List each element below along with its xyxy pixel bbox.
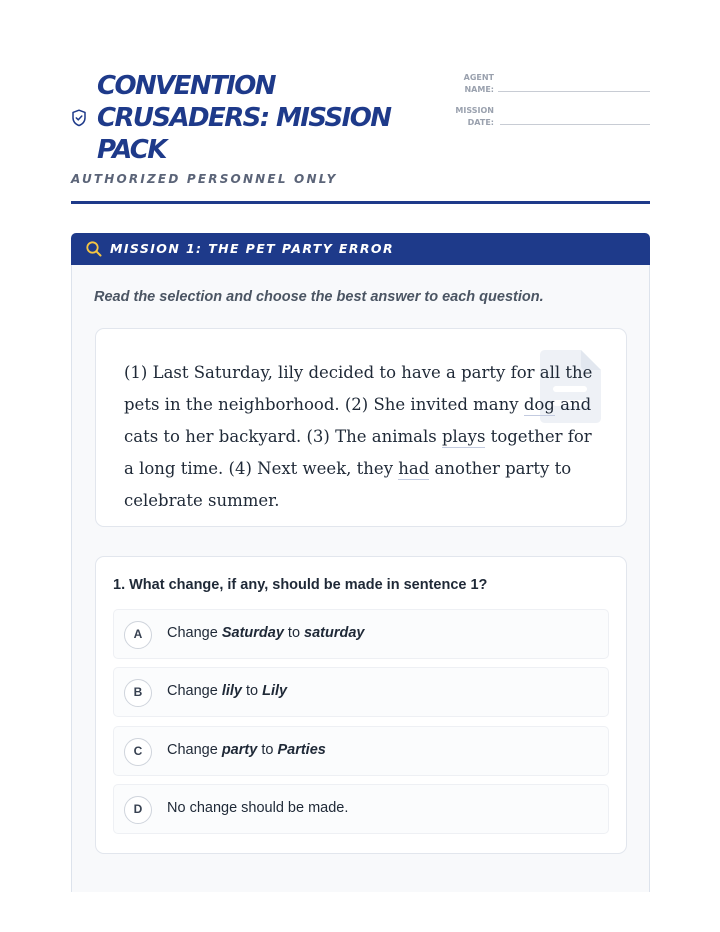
question-text: 1. What change, if any, should be made in sentence 1? xyxy=(113,577,488,593)
question-card xyxy=(95,556,627,854)
passage-segment: together for a long time. (4) Next week, they xyxy=(124,427,592,478)
option-letter-c[interactable]: C xyxy=(124,738,152,766)
mission-header-bar xyxy=(71,233,650,265)
underlined-word-had: had xyxy=(398,459,430,478)
passage-text xyxy=(124,357,606,517)
passage-segment: another party to celebrate summer. xyxy=(124,459,572,510)
answer-option-c[interactable] xyxy=(113,726,609,776)
answer-option-b[interactable] xyxy=(113,667,609,717)
option-letter-d[interactable]: D xyxy=(124,796,152,824)
agent-info-fields xyxy=(445,70,650,136)
instructions-text: Read the selection and choose the best answer to each question. xyxy=(94,289,544,305)
shield-check-icon xyxy=(71,109,87,127)
page-header xyxy=(71,68,650,188)
mission-title: MISSION 1: THE PET PARTY ERROR xyxy=(110,241,394,256)
option-letter-a[interactable]: A xyxy=(124,621,152,649)
magnifier-icon xyxy=(85,240,103,258)
header-divider xyxy=(71,201,650,204)
answer-option-a[interactable] xyxy=(113,609,609,659)
agent-name-label: AGENT NAME: xyxy=(463,73,494,94)
mission-panel xyxy=(71,265,650,892)
answer-option-d[interactable] xyxy=(113,784,609,834)
page-title: CONVENTION CRUSADERS: MISSION PACK xyxy=(97,71,391,165)
passage-segment: (1) Last Saturday, lily decided to have a party for all the pets in the neighborhood. (2) She invited many xyxy=(124,363,593,414)
passage-card xyxy=(95,328,627,527)
mission-date-label: MISSION DATE: xyxy=(455,106,494,127)
option-letter-b[interactable]: B xyxy=(124,679,152,707)
passage-segment: and cats to her backyard. (3) The animals xyxy=(124,395,592,446)
underlined-word-dog: dog xyxy=(523,395,555,414)
page-subtitle: AUTHORIZED PERSONNEL ONLY xyxy=(71,172,338,186)
agent-name-line[interactable] xyxy=(498,91,650,92)
option-text-c: Change party to Parties xyxy=(167,742,326,758)
agent-name-field[interactable] xyxy=(445,70,650,103)
underlined-word-plays: plays xyxy=(441,427,486,446)
option-text-a: Change Saturday to saturday xyxy=(167,625,365,641)
option-text-b: Change lily to Lily xyxy=(167,683,288,699)
mission-date-line[interactable] xyxy=(500,124,650,125)
mission-date-field[interactable] xyxy=(445,103,650,136)
option-text-d: No change should be made. xyxy=(167,800,349,816)
